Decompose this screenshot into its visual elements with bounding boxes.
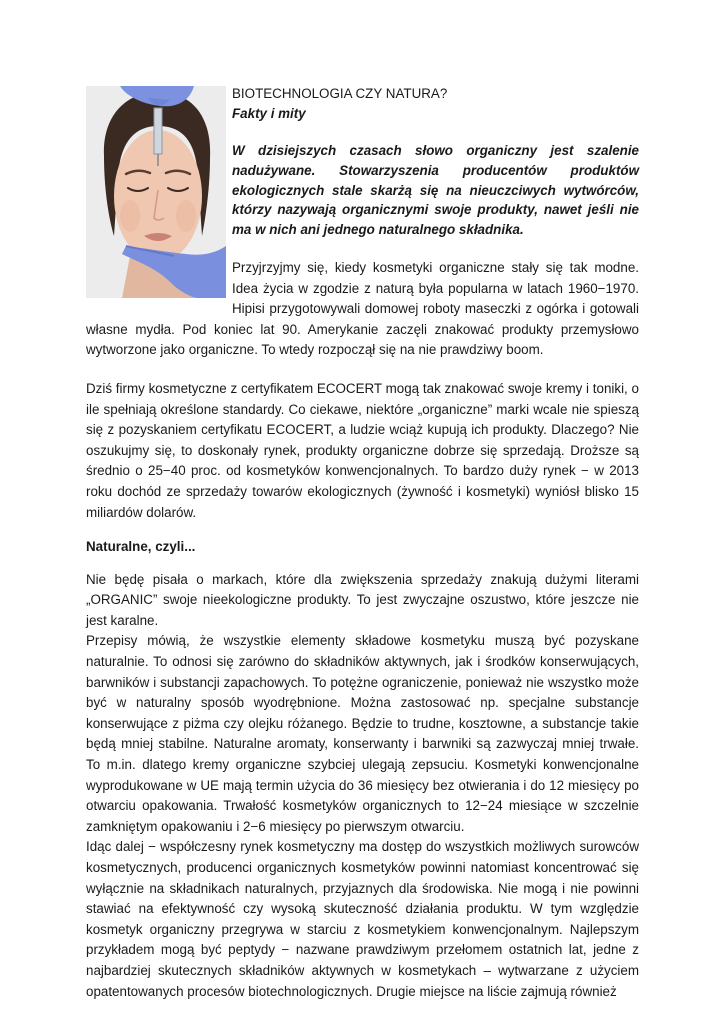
paragraph-ecocert: Dziś firmy kosmetyczne z certyfikatem ECOCERT mogą tak znakować swoje kremy i toniki, o ile spełniają określone standardy. Co ciekawe, niektóre „organiczne” marki wcale nie spieszą się z pozyskaniem certyfikatu ECOCERT, a ludzie wciąż kupują ich produkty. Dlaczego? Nie oszukujmy się, to doskonały rynek, produkty organiczne dobrze się sprzedają. Droższe są średnio o 25−40 proc. od kosmetyków konwencjonalnych. To bardzo duży rynek − w 2013 roku dochód ze sprzedaży towarów ekologicznych (żywność i kosmetyki) wyniósł blisko 15 miliardów dolarów.: [86, 380, 639, 520]
article-subtitle: Fakty i mity: [232, 105, 306, 121]
paragraph-intro: Przyjrzyjmy się, kiedy kosmetyki organiczne stały się tak modne. Idea życia w zgodzie z naturą była popularna w latach 1960−1970. Hipisi przygotowywali domowej roboty maseczki z ogórka i gotowali własne mydła. Pod koniec lat 90. Amerykanie zaczęli znakować produkty przemysłowo wytworzone jako organiczne. To wtedy rozpoczął się na nie prawdziwy boom.: [86, 259, 639, 358]
paragraph-markets: Nie będę pisała o markach, które dla zwiększenia sprzedaży znakują dużymi literami „ORGANIC” swoje nieekologiczne produkty. To jest zwyczajne oszustwo, które jeszcze nie jest karalne.: [86, 571, 639, 628]
article-photo: [86, 86, 226, 298]
article-lead: W dzisiejszych czasach słowo organiczny jest szalenie nadużywane. Stowarzyszenia producentów produktów ekologicznych stale skarżą się na nieuczciwych wytwórców, którzy nazywają organicznymi swoje produkty, nawet jeśli nie ma w nich ani jednego naturalnego składnika.: [232, 143, 639, 238]
section-heading: Naturalne, czyli...: [86, 539, 196, 555]
article: [86, 84, 639, 1002]
paragraph-regulations: Przepisy mówią, że wszystkie elementy składowe kosmetyku muszą być pozyskane naturalnie. To odnosi się zarówno do składników aktywnych, jak i środków konserwujących, barwników i substancji zapachowych. To potężne ograniczenie, ponieważ nie wszystko może być w naturalny sposób wyodrębnione. Można zastosować np. specjalne substancje konserwujące z piżma czy olejku różanego. Będzie to trudne, kosztowne, a substancje takie będą mniej stabilne. Naturalne aromaty, konserwanty i barwniki są zazwyczaj mniej trwałe. To m.in. dlatego kremy organiczne szybciej ulegają zepsuciu. Kosmetyki konwencjonalne wyprodukowane w UE mają termin użycia do 36 miesięcy bez otwierania i do 12 miesięcy po otwarciu opakowania. Trwałość kosmetyków organicznych to 12−24 miesiące w szczelnie zamkniętym opakowaniu i 2−6 miesięcy po pierwszym otwarciu.: [86, 633, 639, 834]
paragraph-peptides: Idąc dalej − współczesny rynek kosmetyczny ma dostęp do wszystkich możliwych surowców kosmetycznych, producenci organicznych kosmetyków powinni natomiast koncentrować się wyłącznie na składnikach naturalnych, przyjaznych dla środowiska. Nie mogą i nie powinni stawiać na efektywność czy wysoką skuteczność działania produktu. W tym względzie kosmetyk organiczny przegrywa w starciu z kosmetykiem konwencjonalnym. Najlepszym przykładem mogą być peptydy − nazwane prawdziwym przełomem ostatnich lat, jedne z najbardziej skutecznych składników aktywnych w kosmetykach – wytwarzane z użyciem opatentowanych procesów biotechnologicznych. Drugie miejsce na liście zajmują również: [86, 839, 639, 999]
article-title: BIOTECHNOLOGIA CZY NATURA?: [232, 86, 448, 101]
woman-injection-illustration: [86, 86, 226, 298]
